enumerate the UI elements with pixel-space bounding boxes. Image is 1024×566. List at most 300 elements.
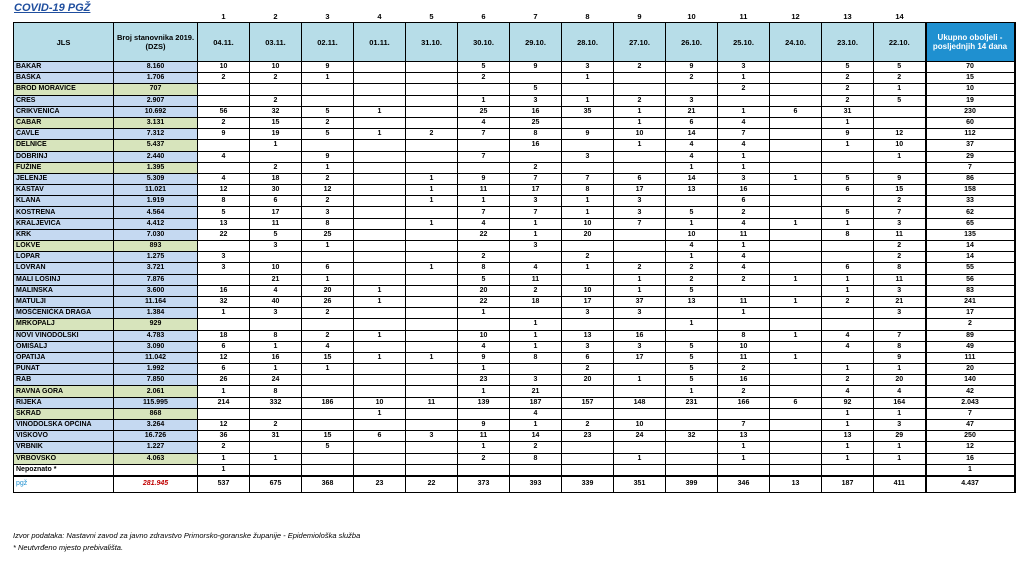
case-count-cell — [770, 162, 822, 173]
case-count-cell: 21 — [250, 274, 302, 285]
case-count-cell — [822, 162, 874, 173]
column-number: 2 — [273, 12, 278, 21]
case-count-cell: 10 — [250, 62, 302, 73]
case-count-cell — [770, 375, 822, 386]
total-cell: 19 — [926, 95, 1015, 106]
case-count-cell — [770, 408, 822, 419]
municipality-name: RAB — [14, 375, 114, 386]
case-count-cell — [302, 420, 354, 431]
table-row — [14, 207, 1015, 218]
population-cell: 4.063 — [114, 453, 198, 464]
case-count-cell: 10 — [562, 285, 614, 296]
case-count-cell: 18 — [510, 296, 562, 307]
case-count-cell — [302, 84, 354, 95]
municipality-name: DELNICE — [14, 140, 114, 151]
municipality-name: OMIŠALJ — [14, 341, 114, 352]
total-cell: 241 — [926, 296, 1015, 307]
covid-table — [13, 12, 1016, 493]
case-count-cell: 10 — [198, 62, 250, 73]
case-count-cell — [718, 95, 770, 106]
case-count-cell: 7 — [874, 330, 926, 341]
case-count-cell — [770, 364, 822, 375]
population-cell: 1.227 — [114, 442, 198, 453]
case-count-cell: 7 — [458, 129, 510, 140]
case-count-cell — [770, 319, 822, 330]
case-count-cell — [354, 252, 406, 263]
case-count-cell — [718, 319, 770, 330]
column-number: 8 — [585, 12, 590, 21]
case-count-cell — [822, 319, 874, 330]
case-count-cell: 1 — [822, 218, 874, 229]
case-count-cell: 14 — [666, 173, 718, 184]
case-count-cell — [302, 95, 354, 106]
case-count-cell: 2 — [822, 296, 874, 307]
header-date: 01.11. — [354, 23, 406, 62]
case-count-cell: 1 — [718, 442, 770, 453]
case-count-cell: 25 — [302, 229, 354, 240]
column-number: 9 — [637, 12, 642, 21]
case-count-cell: 9 — [302, 151, 354, 162]
case-count-cell: 4 — [718, 252, 770, 263]
table-row — [14, 397, 1015, 408]
case-count-cell: 5 — [666, 352, 718, 363]
case-count-cell: 10 — [458, 330, 510, 341]
case-count-cell — [770, 442, 822, 453]
case-count-cell — [354, 375, 406, 386]
case-count-cell: 1 — [250, 140, 302, 151]
table-row — [14, 196, 1015, 207]
case-count-cell: 1 — [822, 420, 874, 431]
total-cell: 7 — [926, 408, 1015, 419]
case-count-cell: 2 — [718, 207, 770, 218]
case-count-cell: 1 — [354, 106, 406, 117]
population-cell: 1.992 — [114, 364, 198, 375]
case-count-cell: 1 — [198, 464, 250, 476]
case-count-cell: 17 — [250, 207, 302, 218]
case-count-cell: 2 — [614, 263, 666, 274]
case-count-cell: 18 — [198, 330, 250, 341]
case-count-cell: 1 — [406, 185, 458, 196]
population-cell: 893 — [114, 241, 198, 252]
case-count-cell: 8 — [198, 196, 250, 207]
case-count-cell: 6 — [822, 263, 874, 274]
case-count-cell: 24 — [614, 431, 666, 442]
case-count-cell — [406, 73, 458, 84]
municipality-name: MATULJI — [14, 296, 114, 307]
case-count-cell — [562, 408, 614, 419]
case-count-cell: 5 — [874, 62, 926, 73]
case-count-cell: 26 — [302, 296, 354, 307]
table-row — [14, 229, 1015, 240]
case-count-cell: 8 — [874, 263, 926, 274]
case-count-cell: 4 — [666, 151, 718, 162]
case-count-cell: 17 — [510, 185, 562, 196]
total-cell: 10 — [926, 84, 1015, 95]
case-count-cell: 14 — [510, 431, 562, 442]
population-cell: 115.995 — [114, 397, 198, 408]
case-count-cell: 1 — [614, 274, 666, 285]
population-cell: 707 — [114, 84, 198, 95]
case-count-cell: 13 — [198, 218, 250, 229]
table-row — [14, 185, 1015, 196]
case-count-cell — [406, 274, 458, 285]
case-count-cell: 4 — [718, 263, 770, 274]
case-count-cell — [198, 140, 250, 151]
total-cell: 135 — [926, 229, 1015, 240]
case-count-cell — [302, 319, 354, 330]
case-count-cell — [770, 84, 822, 95]
case-count-cell: 1 — [614, 453, 666, 464]
case-count-cell: 3 — [510, 375, 562, 386]
case-count-cell: 1 — [406, 218, 458, 229]
case-count-cell: 7 — [510, 173, 562, 184]
table-row — [14, 296, 1015, 307]
case-count-cell: 10 — [562, 218, 614, 229]
table-row — [14, 117, 1015, 128]
case-count-cell: 11 — [458, 185, 510, 196]
case-count-cell — [614, 241, 666, 252]
totals-day-cell: 373 — [458, 476, 510, 493]
case-count-cell: 7 — [510, 207, 562, 218]
case-count-cell — [510, 364, 562, 375]
case-count-cell: 1 — [510, 330, 562, 341]
header-date: 04.11. — [198, 23, 250, 62]
case-count-cell: 23 — [562, 431, 614, 442]
case-count-cell — [770, 185, 822, 196]
totals-row — [14, 476, 1015, 493]
case-count-cell: 2 — [198, 442, 250, 453]
case-count-cell: 3 — [562, 151, 614, 162]
population-cell: 7.312 — [114, 129, 198, 140]
population-cell: 11.021 — [114, 185, 198, 196]
total-cell: 89 — [926, 330, 1015, 341]
table-row — [14, 162, 1015, 173]
case-count-cell: 4 — [198, 173, 250, 184]
empty-cell — [926, 12, 1015, 23]
case-count-cell — [406, 62, 458, 73]
population-cell: 1.919 — [114, 196, 198, 207]
case-count-cell: 8 — [822, 229, 874, 240]
case-count-cell: 2 — [510, 442, 562, 453]
table-row — [14, 274, 1015, 285]
case-count-cell: 10 — [354, 397, 406, 408]
case-count-cell — [562, 241, 614, 252]
case-count-cell — [770, 453, 822, 464]
case-count-cell: 11 — [718, 352, 770, 363]
case-count-cell — [406, 464, 458, 476]
case-count-cell: 11 — [874, 274, 926, 285]
case-count-cell: 5 — [302, 442, 354, 453]
column-number: 11 — [739, 12, 748, 21]
case-count-cell — [198, 319, 250, 330]
municipality-name: MOŠĆENIČKA DRAGA — [14, 308, 114, 319]
case-count-cell: 8 — [250, 386, 302, 397]
case-count-cell: 1 — [562, 207, 614, 218]
case-count-cell: 6 — [198, 364, 250, 375]
case-count-cell — [458, 241, 510, 252]
case-count-cell: 1 — [458, 196, 510, 207]
case-count-cell — [250, 319, 302, 330]
case-count-cell: 1 — [406, 263, 458, 274]
case-count-cell: 15 — [302, 431, 354, 442]
case-count-cell: 9 — [198, 129, 250, 140]
case-count-cell: 20 — [874, 375, 926, 386]
case-count-cell: 24 — [250, 375, 302, 386]
case-count-cell: 8 — [874, 341, 926, 352]
case-count-cell — [354, 151, 406, 162]
case-count-cell: 15 — [250, 117, 302, 128]
municipality-name: KOSTRENA — [14, 207, 114, 218]
total-cell: 49 — [926, 341, 1015, 352]
case-count-cell: 5 — [458, 274, 510, 285]
case-count-cell: 186 — [302, 397, 354, 408]
case-count-cell: 8 — [250, 330, 302, 341]
case-count-cell — [770, 229, 822, 240]
municipality-name: MALI LOŠINJ — [14, 274, 114, 285]
population-cell — [114, 464, 198, 476]
population-cell: 2.061 — [114, 386, 198, 397]
case-count-cell: 31 — [250, 431, 302, 442]
total-cell: 112 — [926, 129, 1015, 140]
case-count-cell: 8 — [510, 352, 562, 363]
case-count-cell: 1 — [718, 453, 770, 464]
case-count-cell: 37 — [614, 296, 666, 307]
header-total: Ukupno oboljeli - posljednjih 14 dana — [926, 23, 1015, 62]
case-count-cell: 187 — [510, 397, 562, 408]
population-cell: 1.395 — [114, 162, 198, 173]
table-row — [14, 84, 1015, 95]
case-count-cell — [822, 352, 874, 363]
case-count-cell — [458, 319, 510, 330]
case-count-cell: 11 — [510, 274, 562, 285]
case-count-cell: 1 — [302, 364, 354, 375]
table-row — [14, 364, 1015, 375]
case-count-cell: 19 — [250, 129, 302, 140]
case-count-cell: 1 — [666, 218, 718, 229]
case-count-cell: 1 — [822, 285, 874, 296]
case-count-cell: 3 — [510, 241, 562, 252]
total-cell: 7 — [926, 162, 1015, 173]
table-row — [14, 285, 1015, 296]
header-date: 02.11. — [302, 23, 354, 62]
municipality-name: KLANA — [14, 196, 114, 207]
case-count-cell — [354, 73, 406, 84]
case-count-cell: 16 — [614, 330, 666, 341]
case-count-cell: 10 — [874, 140, 926, 151]
case-count-cell: 2 — [406, 129, 458, 140]
case-count-cell — [198, 408, 250, 419]
municipality-name: RAVNA GORA — [14, 386, 114, 397]
case-count-cell: 6 — [822, 185, 874, 196]
case-count-cell — [562, 117, 614, 128]
case-count-cell — [770, 62, 822, 73]
case-count-cell: 7 — [718, 129, 770, 140]
case-count-cell: 8 — [302, 218, 354, 229]
case-count-cell: 2 — [250, 95, 302, 106]
case-count-cell: 4 — [822, 341, 874, 352]
header-date: 26.10. — [666, 23, 718, 62]
case-count-cell: 9 — [510, 62, 562, 73]
case-count-cell: 1 — [354, 352, 406, 363]
case-count-cell: 9 — [874, 352, 926, 363]
case-count-cell: 9 — [458, 173, 510, 184]
case-count-cell: 1 — [822, 364, 874, 375]
case-count-cell — [354, 319, 406, 330]
municipality-name: JELENJE — [14, 173, 114, 184]
case-count-cell: 214 — [198, 397, 250, 408]
case-count-cell — [562, 442, 614, 453]
population-cell: 3.600 — [114, 285, 198, 296]
case-count-cell: 10 — [718, 341, 770, 352]
case-count-cell: 20 — [562, 375, 614, 386]
case-count-cell — [614, 162, 666, 173]
case-count-cell: 5 — [822, 62, 874, 73]
case-count-cell: 4 — [822, 386, 874, 397]
case-count-cell — [666, 464, 718, 476]
total-cell: 42 — [926, 386, 1015, 397]
case-count-cell: 16 — [510, 106, 562, 117]
case-count-cell — [354, 196, 406, 207]
case-count-cell: 1 — [406, 173, 458, 184]
case-count-cell: 2 — [302, 117, 354, 128]
case-count-cell: 157 — [562, 397, 614, 408]
case-count-cell: 1 — [822, 117, 874, 128]
municipality-name: VINODOLSKA OPĆINA — [14, 420, 114, 431]
case-count-cell — [458, 464, 510, 476]
case-count-cell: 2 — [614, 62, 666, 73]
table-row — [14, 408, 1015, 419]
case-count-cell: 4 — [718, 117, 770, 128]
municipality-name: KASTAV — [14, 185, 114, 196]
case-count-cell: 7 — [614, 218, 666, 229]
case-count-cell: 3 — [614, 207, 666, 218]
case-count-cell: 16 — [718, 185, 770, 196]
case-count-cell — [354, 62, 406, 73]
case-count-cell — [406, 106, 458, 117]
case-count-cell: 2 — [874, 196, 926, 207]
case-count-cell — [770, 285, 822, 296]
case-count-cell: 1 — [822, 274, 874, 285]
case-count-cell — [770, 207, 822, 218]
case-count-cell — [406, 308, 458, 319]
case-count-cell: 5 — [874, 95, 926, 106]
table-row — [14, 352, 1015, 363]
case-count-cell — [354, 218, 406, 229]
case-count-cell: 1 — [822, 140, 874, 151]
case-count-cell: 6 — [354, 431, 406, 442]
totals-day-cell: 368 — [302, 476, 354, 493]
population-cell: 4.564 — [114, 207, 198, 218]
municipality-name: VIŠKOVO — [14, 431, 114, 442]
population-cell: 1.706 — [114, 73, 198, 84]
municipality-name: Nepoznato * — [14, 464, 114, 476]
case-count-cell: 3 — [562, 62, 614, 73]
population-cell: 4.783 — [114, 330, 198, 341]
case-count-cell: 22 — [458, 296, 510, 307]
case-count-cell — [354, 464, 406, 476]
case-count-cell — [250, 151, 302, 162]
header-date: 23.10. — [822, 23, 874, 62]
case-count-cell: 35 — [562, 106, 614, 117]
case-count-cell: 5 — [250, 229, 302, 240]
empty-cell — [114, 12, 198, 23]
case-count-cell: 1 — [510, 420, 562, 431]
case-count-cell: 2 — [562, 420, 614, 431]
case-count-cell: 1 — [614, 117, 666, 128]
case-count-cell: 10 — [250, 263, 302, 274]
column-number-row — [14, 12, 1015, 23]
totals-day-cell: 411 — [874, 476, 926, 493]
case-count-cell — [614, 364, 666, 375]
case-count-cell: 31 — [822, 106, 874, 117]
case-count-cell: 2 — [198, 117, 250, 128]
case-count-cell: 4 — [874, 386, 926, 397]
case-count-cell: 1 — [666, 252, 718, 263]
case-count-cell: 9 — [822, 129, 874, 140]
case-count-cell: 21 — [510, 386, 562, 397]
case-count-cell — [458, 408, 510, 419]
case-count-cell: 11 — [718, 229, 770, 240]
case-count-cell: 9 — [458, 352, 510, 363]
table-row — [14, 73, 1015, 84]
case-count-cell: 1 — [406, 196, 458, 207]
case-count-cell: 5 — [822, 173, 874, 184]
case-count-cell: 4 — [510, 408, 562, 419]
case-count-cell — [406, 252, 458, 263]
population-cell: 929 — [114, 319, 198, 330]
case-count-cell — [614, 84, 666, 95]
case-count-cell: 1 — [770, 173, 822, 184]
case-count-cell — [614, 73, 666, 84]
case-count-cell: 17 — [562, 296, 614, 307]
case-count-cell: 1 — [666, 319, 718, 330]
case-count-cell: 22 — [198, 229, 250, 240]
case-count-cell — [302, 140, 354, 151]
case-count-cell — [822, 196, 874, 207]
case-count-cell — [250, 442, 302, 453]
case-count-cell: 3 — [718, 173, 770, 184]
case-count-cell: 2 — [250, 73, 302, 84]
case-count-cell: 11 — [718, 296, 770, 307]
case-count-cell: 11 — [250, 218, 302, 229]
page-title: COVID-19 PGŽ — [14, 2, 91, 14]
case-count-cell — [406, 84, 458, 95]
case-count-cell: 1 — [198, 308, 250, 319]
empty-cell — [14, 12, 114, 23]
case-count-cell — [302, 464, 354, 476]
case-count-cell — [406, 453, 458, 464]
header-date: 30.10. — [458, 23, 510, 62]
case-count-cell: 164 — [874, 397, 926, 408]
case-count-cell — [562, 162, 614, 173]
case-count-cell — [614, 408, 666, 419]
case-count-cell: 20 — [562, 229, 614, 240]
case-count-cell — [770, 386, 822, 397]
total-cell: 20 — [926, 364, 1015, 375]
case-count-cell: 21 — [666, 106, 718, 117]
case-count-cell: 40 — [250, 296, 302, 307]
header-date: 28.10. — [562, 23, 614, 62]
case-count-cell: 6 — [770, 397, 822, 408]
case-count-cell: 1 — [614, 285, 666, 296]
total-cell: 62 — [926, 207, 1015, 218]
municipality-name: BROD MORAVICE — [14, 84, 114, 95]
case-count-cell: 6 — [198, 341, 250, 352]
column-number: 7 — [533, 12, 538, 21]
total-cell: 55 — [926, 263, 1015, 274]
case-count-cell: 12 — [302, 185, 354, 196]
case-count-cell: 3 — [666, 95, 718, 106]
